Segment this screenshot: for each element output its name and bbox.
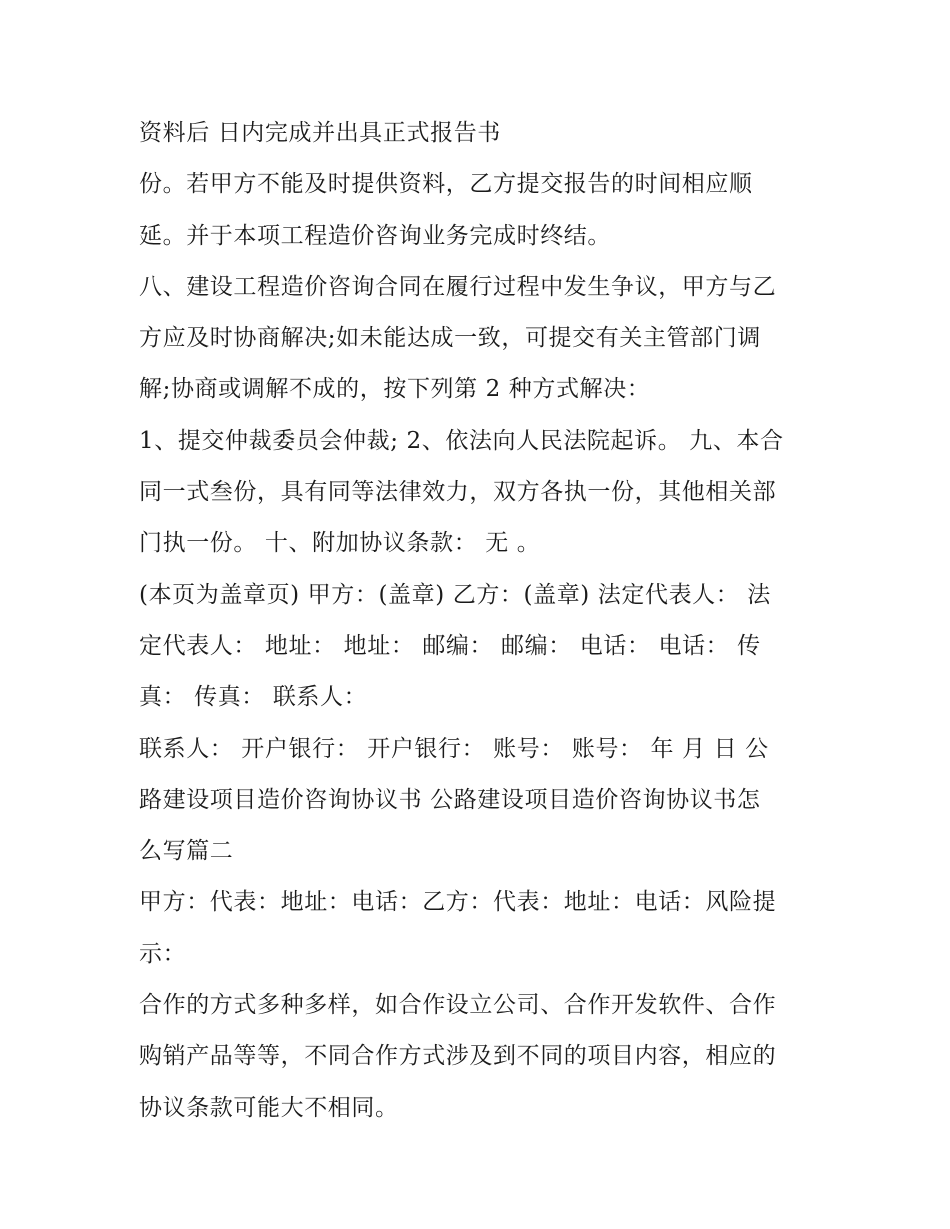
text-line: 解;协商或调解不成的，按下列第 2 种方式解决： — [139, 376, 651, 403]
text-line: 合作的方式多种多样，如合作设立公司、合作开发软件、合作 — [139, 992, 777, 1019]
text-line: 门执一份。 十、附加协议条款： 无 。 — [139, 530, 541, 557]
text-line: 延。并于本项工程造价咨询业务完成时终结。 — [139, 222, 611, 249]
document-body — [139, 108, 839, 1134]
text-line: 同一式叁份，具有同等法律效力，双方各执一份，其他相关部 — [139, 479, 777, 506]
text-line: 路建设项目造价咨询协议书 公路建设项目造价咨询协议书怎 — [139, 786, 761, 813]
text-line: (本页为盖章页) 甲方：(盖章) 乙方：(盖章) 法定代表人： 法 — [139, 581, 771, 608]
text-line: 资料后 日内完成并出具正式报告书 — [139, 120, 501, 146]
text-line: 定代表人： 地址： 地址： 邮编： 邮编： 电话： 电话： 传 — [139, 632, 761, 659]
text-line: 购销产品等等，不同合作方式涉及到不同的项目内容，相应的 — [139, 1043, 777, 1070]
text-line: 么写篇二 — [139, 838, 234, 865]
text-line: 甲方：代表：地址：电话：乙方：代表：地址：电话：风险提 — [139, 889, 777, 916]
text-line: 协议条款可能大不相同。 — [139, 1094, 399, 1121]
text-line: 八、建设工程造价咨询合同在履行过程中发生争议，甲方与乙 — [139, 273, 777, 300]
text-line: 1、提交仲裁委员会仲裁; 2、依法向人民法院起诉。 九、本合 — [139, 427, 784, 454]
text-line: 示： — [139, 940, 187, 967]
text-line: 份。若甲方不能及时提供资料，乙方提交报告的时间相应顺 — [139, 171, 753, 198]
text-line: 真： 传真： 联系人： — [139, 684, 368, 711]
text-line: 方应及时协商解决;如未能达成一致，可提交有关主管部门调 — [139, 325, 761, 352]
text-line: 联系人： 开户银行： 开户银行： 账号： 账号： 年 月 日 公 — [139, 735, 769, 762]
